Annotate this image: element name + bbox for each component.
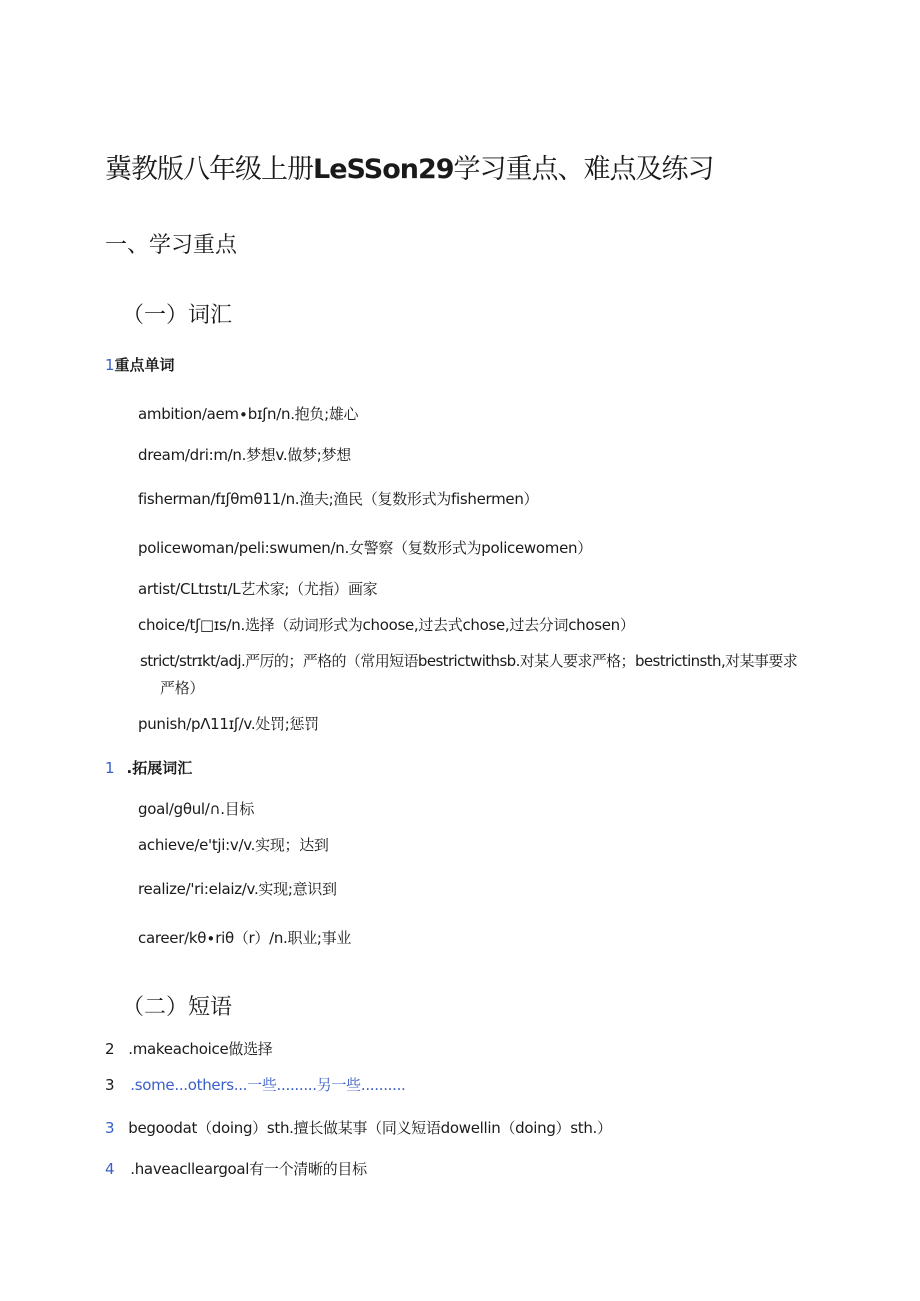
phrase-entry	[105, 1074, 406, 1095]
phrase-entry	[105, 1158, 367, 1179]
page-title	[105, 147, 714, 186]
phrase-text: .haveaclleargoal有一个清晰的目标	[130, 1160, 367, 1178]
word-entry: punish∕pΛ11ɪʃ∕v.处罚;惩罚	[138, 715, 319, 733]
category-number: 1	[105, 759, 115, 777]
word-entry: dream/dri:m/n.梦想v.做梦;梦想	[138, 446, 351, 464]
phrase-text: begoodat（doing）sth.擅长做某事（同义短语dowellin（doing）sth.）	[128, 1119, 612, 1137]
word-entry: goal∕gθul∕∩.目标	[138, 800, 255, 818]
phrase-number: 2	[105, 1040, 115, 1058]
phrase-number: 4	[105, 1160, 115, 1178]
category-label: 重点单词	[114, 356, 175, 374]
category-extended-words	[105, 757, 192, 778]
subheading-vocabulary: （一）词汇	[122, 303, 233, 328]
word-entry: choice∕tʃ□ɪs∕n.选择（动词形式为choose,过去式chose,过去分词chosen）	[138, 616, 635, 634]
word-entry: realize/'ri:elaiz/v.实现;意识到	[138, 880, 337, 898]
title-lesson: LeSSon29	[313, 154, 454, 185]
word-entry-continuation: 严格）	[160, 679, 205, 697]
phrase-number: 3	[105, 1119, 115, 1137]
category-number: 1	[105, 356, 115, 374]
category-label: .拓展词汇	[126, 759, 193, 777]
word-entry: artist∕CLtɪstɪ/L艺术家;（尤指）画家	[138, 580, 378, 598]
phrase-entry	[105, 1038, 272, 1059]
subheading-phrases: （二）短语	[122, 995, 233, 1020]
phrase-number: 3	[105, 1076, 115, 1094]
section-heading-1: 一、学习重点	[105, 233, 238, 258]
phrase-entry	[105, 1117, 612, 1138]
title-prefix: 冀教版八年级上册	[105, 154, 313, 185]
phrase-text: .makeachoice做选择	[128, 1040, 273, 1058]
word-entry: achieve/e'tji:v/v.实现；达到	[138, 836, 329, 854]
word-entry: ambition∕aem∙bɪʃn∕n.抱负;雄心	[138, 405, 359, 423]
title-suffix: 学习重点、难点及练习	[453, 154, 714, 185]
word-entry: career∕kθ∙riθ（r）∕n.职业;事业	[138, 929, 352, 947]
word-entry: strict∕strɪkt∕adj.严厉的；严格的（常用短语bestrictwithsb.对某人要求严格；bestrictinsth,对某事要求	[140, 652, 798, 670]
word-entry: fisherman∕fɪʃθmθ11∕n.渔夫;渔民（复数形式为fishermen）	[138, 490, 539, 508]
category-key-words	[105, 354, 175, 375]
phrase-text: .some...others...一些.........另一些..........	[130, 1076, 406, 1094]
word-entry: policewoman/peli:swumen/n.女警察（复数形式为policewomen）	[138, 539, 592, 557]
